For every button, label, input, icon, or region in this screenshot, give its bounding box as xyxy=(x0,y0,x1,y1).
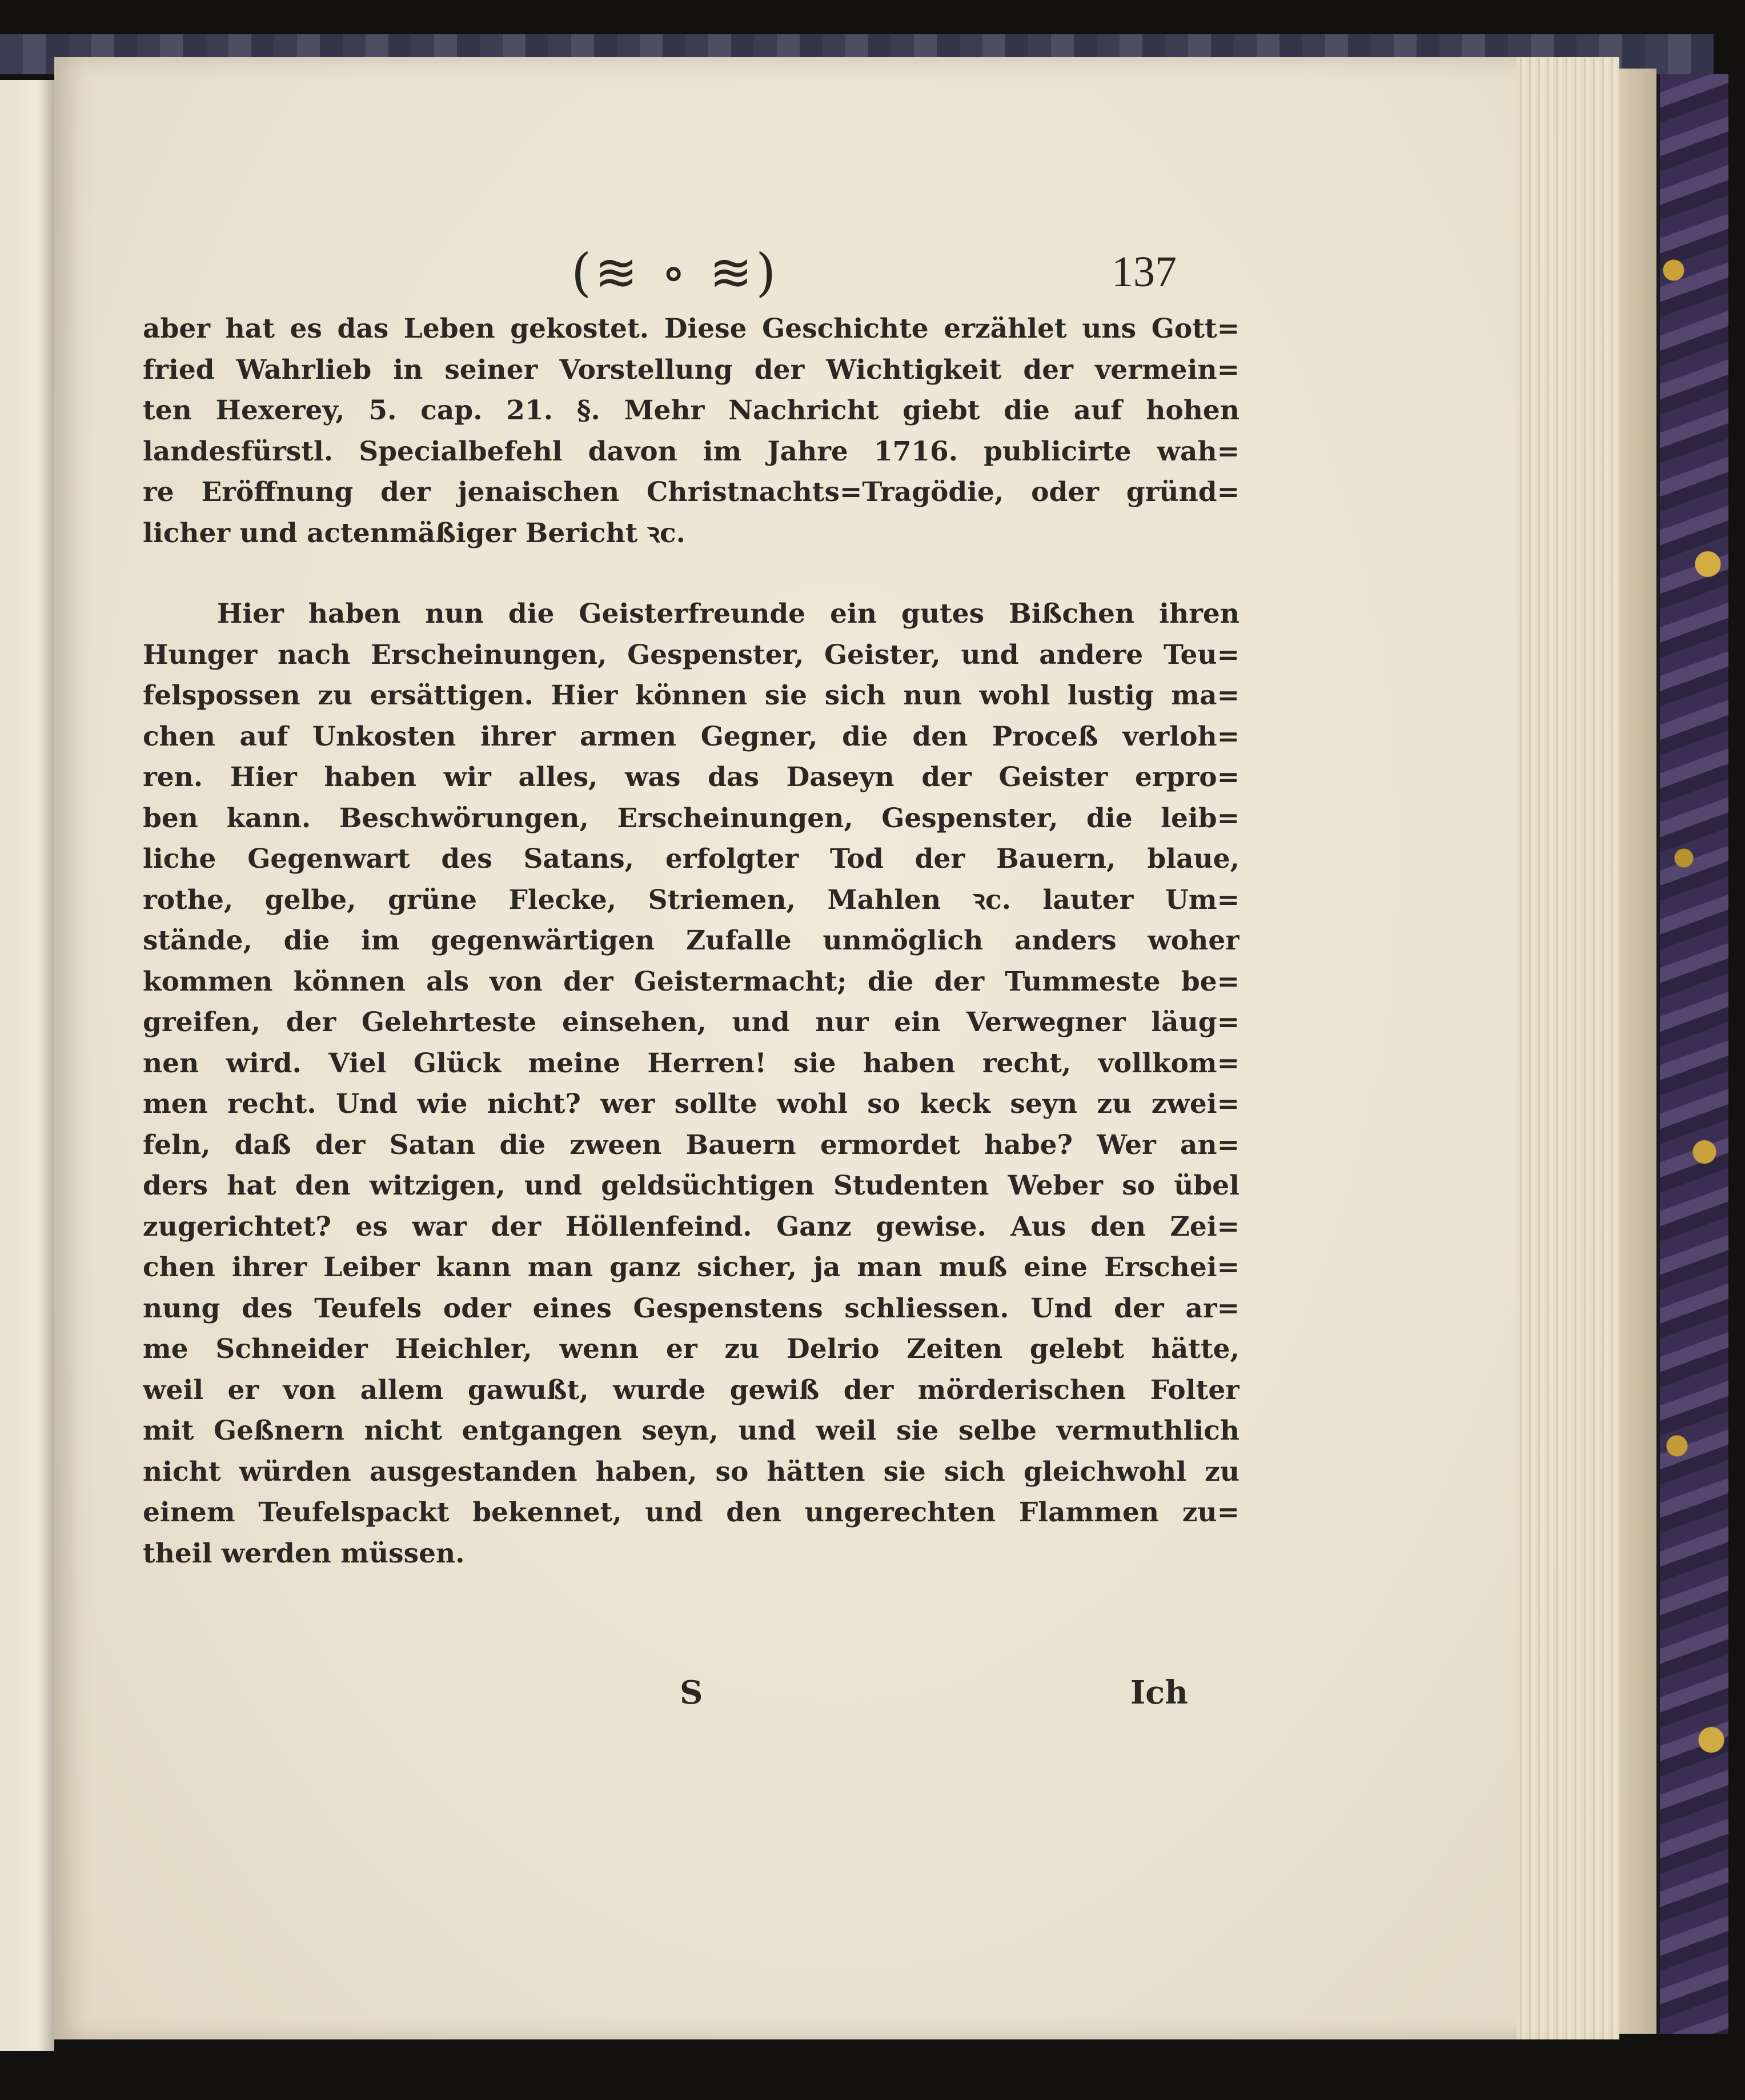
text-line: Hier haben nun die Geisterfreunde ein gutes Bißchen ihren xyxy=(217,598,1239,630)
text-line: fried Wahrlieb in seiner Vorstellung der Wichtigkeit der vermein= xyxy=(143,354,1239,386)
text-line: re Eröffnung der jenaischen Christnachts=Tragödie, oder gründ= xyxy=(143,476,1239,508)
page-header xyxy=(571,243,1177,306)
text-line: rothe, gelbe, grüne Flecke, Striemen, Mahlen ꝛc. lauter Um= xyxy=(143,884,1239,916)
text-line: chen auf Unkosten ihrer armen Gegner, die den Proceß verloh= xyxy=(143,720,1239,752)
text-line: einem Teufelspackt bekennet, und den ungerechten Flammen zu= xyxy=(143,1497,1239,1528)
text-line: men recht. Und wie nicht? wer sollte wohl so keck seyn zu zwei= xyxy=(143,1088,1239,1120)
paragraph-2 xyxy=(143,594,1239,1574)
header-ornament: (≋ ∘ ≋) xyxy=(571,243,780,303)
text-line: theil werden müssen. xyxy=(143,1537,465,1569)
text-line: feln, daß der Satan die zween Bauern ermordet habe? Wer an= xyxy=(143,1129,1239,1161)
text-line: ten Hexerey, 5. cap. 21. §. Mehr Nachricht giebt die auf hohen xyxy=(143,395,1239,426)
text-line: nung des Teufels oder eines Gespenstens schliessen. Und der ar= xyxy=(143,1292,1239,1324)
text-line: licher und actenmäßiger Bericht ꝛc. xyxy=(143,517,685,549)
text-line: Hunger nach Erscheinungen, Gespenster, Geister, und andere Teu= xyxy=(143,639,1239,671)
text-line: liche Gegenwart des Satans, erfolgter Tod der Bauern, blaue, xyxy=(143,843,1239,875)
page-footer xyxy=(680,1674,1188,1725)
text-line: kommen können als von der Geistermacht; die der Tummeste be= xyxy=(143,965,1239,997)
text-line: me Schneider Heichler, wenn er zu Delrio Zeiten gelebt hätte, xyxy=(143,1333,1239,1365)
left-page-edge xyxy=(0,80,54,2051)
text-line: ders hat den witzigen, und geldsüchtigen Studenten Weber so übel xyxy=(143,1170,1239,1201)
paragraph-gap xyxy=(143,554,1239,594)
body-text xyxy=(143,308,1239,1574)
catchword: Ich xyxy=(1130,1674,1188,1712)
text-line: nen wird. Viel Glück meine Herren! sie haben recht, vollkom= xyxy=(143,1047,1239,1079)
text-line: mit Geßnern nicht entgangen seyn, und weil sie selbe vermuthlich xyxy=(143,1415,1239,1446)
text-line: zugerichtet? es war der Höllenfeind. Ganz gewise. Aus den Zei= xyxy=(143,1211,1239,1243)
text-line: greifen, der Gelehrteste einsehen, und nur ein Verwegner läug= xyxy=(143,1007,1239,1038)
text-line: nicht würden ausgestanden haben, so hätten sie sich gleichwohl zu xyxy=(143,1456,1239,1488)
signature-mark: S xyxy=(680,1674,703,1712)
page-edges xyxy=(1517,57,1619,2039)
text-line: weil er von allem gawußt, wurde gewiß der mörderischen Folter xyxy=(143,1374,1239,1406)
text-line: landesfürstl. Specialbefehl davon im Jahre 1716. publicirte wah= xyxy=(143,435,1239,467)
paragraph-1 xyxy=(143,308,1239,554)
text-line: ren. Hier haben wir alles, was das Daseyn der Geister erpro= xyxy=(143,762,1239,793)
text-line: chen ihrer Leiber kann man ganz sicher, ja man muß eine Erschei= xyxy=(143,1252,1239,1283)
page-edges-shadow xyxy=(1619,69,1656,2034)
text-line: stände, die im gegenwärtigen Zufalle unmöglich anders woher xyxy=(143,925,1239,956)
book-cover-marbled xyxy=(1656,74,1728,2034)
text-line: aber hat es das Leben gekostet. Diese Geschichte erzählet uns Gott= xyxy=(143,313,1239,344)
text-line: felspossen zu ersättigen. Hier können sie sich nun wohl lustig ma= xyxy=(143,680,1239,711)
text-line: ben kann. Beschwörungen, Erscheinungen, Gespenster, die leib= xyxy=(143,802,1239,834)
page-number: 137 xyxy=(1112,248,1177,296)
